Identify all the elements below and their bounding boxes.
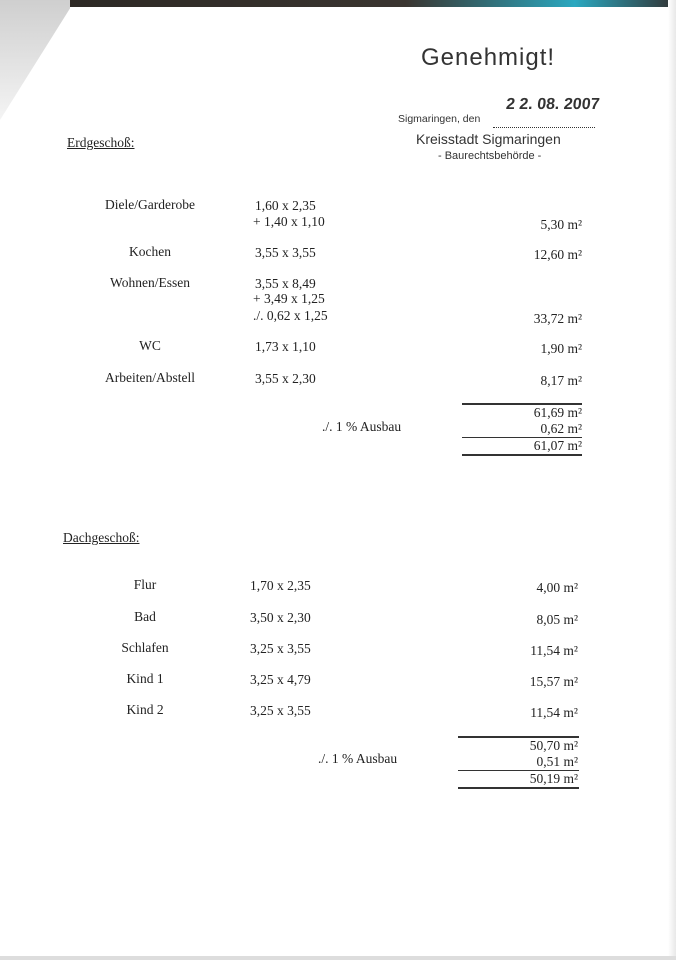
stamp-date-line bbox=[493, 127, 595, 128]
page-right-edge bbox=[668, 0, 676, 960]
room-dims: 3,55 x 3,55 bbox=[255, 245, 316, 260]
total-area: 61,07 m² bbox=[533, 438, 582, 453]
room-area: 8,17 m² bbox=[540, 373, 582, 388]
room-area: 4,00 m² bbox=[536, 580, 578, 595]
room-dims: 3,25 x 4,79 bbox=[250, 672, 311, 687]
page-corner-shadow bbox=[0, 0, 70, 120]
deduction-area: 0,62 m² bbox=[540, 421, 582, 436]
room-dims: 3,55 x 8,49 bbox=[255, 276, 316, 291]
room-dims: 1,70 x 2,35 bbox=[250, 578, 311, 593]
room-dims: 3,50 x 2,30 bbox=[250, 610, 311, 625]
room-area: 15,57 m² bbox=[529, 674, 578, 689]
room-name: Kochen bbox=[129, 244, 171, 259]
total-area: 50,19 m² bbox=[529, 771, 578, 786]
room-name: Diele/Garderobe bbox=[105, 197, 195, 212]
room-name: Bad bbox=[134, 609, 156, 624]
section-heading-erdgeschoss: Erdgeschoß: bbox=[67, 135, 135, 150]
room-name: Flur bbox=[133, 577, 157, 592]
deduction-label: ./. 1 % Ausbau bbox=[318, 751, 398, 766]
room-area: 12,60 m² bbox=[533, 247, 582, 262]
scanner-top-edge bbox=[0, 0, 676, 7]
approval-stamp-date: 2 2. 08. 2007 bbox=[505, 96, 601, 113]
approval-stamp-department: - Baurechtsbehörde - bbox=[438, 150, 542, 162]
room-dims: 3,25 x 3,55 bbox=[250, 703, 311, 718]
sum-rule-bottom bbox=[462, 454, 582, 456]
room-area: 11,54 m² bbox=[530, 643, 578, 658]
room-dims: 3,55 x 2,30 bbox=[255, 371, 316, 386]
room-area: 33,72 m² bbox=[533, 311, 582, 326]
room-name: Wohnen/Essen bbox=[110, 275, 190, 290]
room-area: 8,05 m² bbox=[536, 612, 578, 627]
room-name: Kind 2 bbox=[126, 702, 164, 717]
room-area: 5,30 m² bbox=[540, 217, 582, 232]
room-name: Schlafen bbox=[121, 640, 169, 655]
deduction-area: 0,51 m² bbox=[536, 754, 578, 769]
approval-stamp-authority: Kreisstadt Sigmaringen bbox=[416, 131, 561, 147]
page-bottom-edge bbox=[0, 956, 676, 960]
room-area: 11,54 m² bbox=[530, 705, 578, 720]
deduction-label: ./. 1 % Ausbau bbox=[322, 419, 402, 434]
room-dims: 1,73 x 1,10 bbox=[255, 339, 316, 354]
sum-rule-bottom bbox=[458, 787, 579, 789]
approval-stamp-place: Sigmaringen, den bbox=[398, 113, 481, 125]
subtotal-area: 50,70 m² bbox=[529, 738, 578, 753]
room-area: 1,90 m² bbox=[540, 341, 582, 356]
room-dims: ./. 0,62 x 1,25 bbox=[253, 308, 328, 323]
room-name: Kind 1 bbox=[126, 671, 164, 686]
room-dims: 1,60 x 2,35 bbox=[255, 198, 316, 213]
approval-stamp-title: Genehmigt! bbox=[421, 44, 556, 71]
room-dims: + 1,40 x 1,10 bbox=[253, 214, 325, 229]
room-name: WC bbox=[139, 338, 161, 353]
section-heading-dachgeschoss: Dachgeschoß: bbox=[63, 530, 140, 545]
room-dims: + 3,49 x 1,25 bbox=[253, 291, 325, 306]
room-dims: 3,25 x 3,55 bbox=[250, 641, 311, 656]
room-name: Arbeiten/Abstell bbox=[105, 370, 195, 385]
subtotal-area: 61,69 m² bbox=[533, 405, 582, 420]
